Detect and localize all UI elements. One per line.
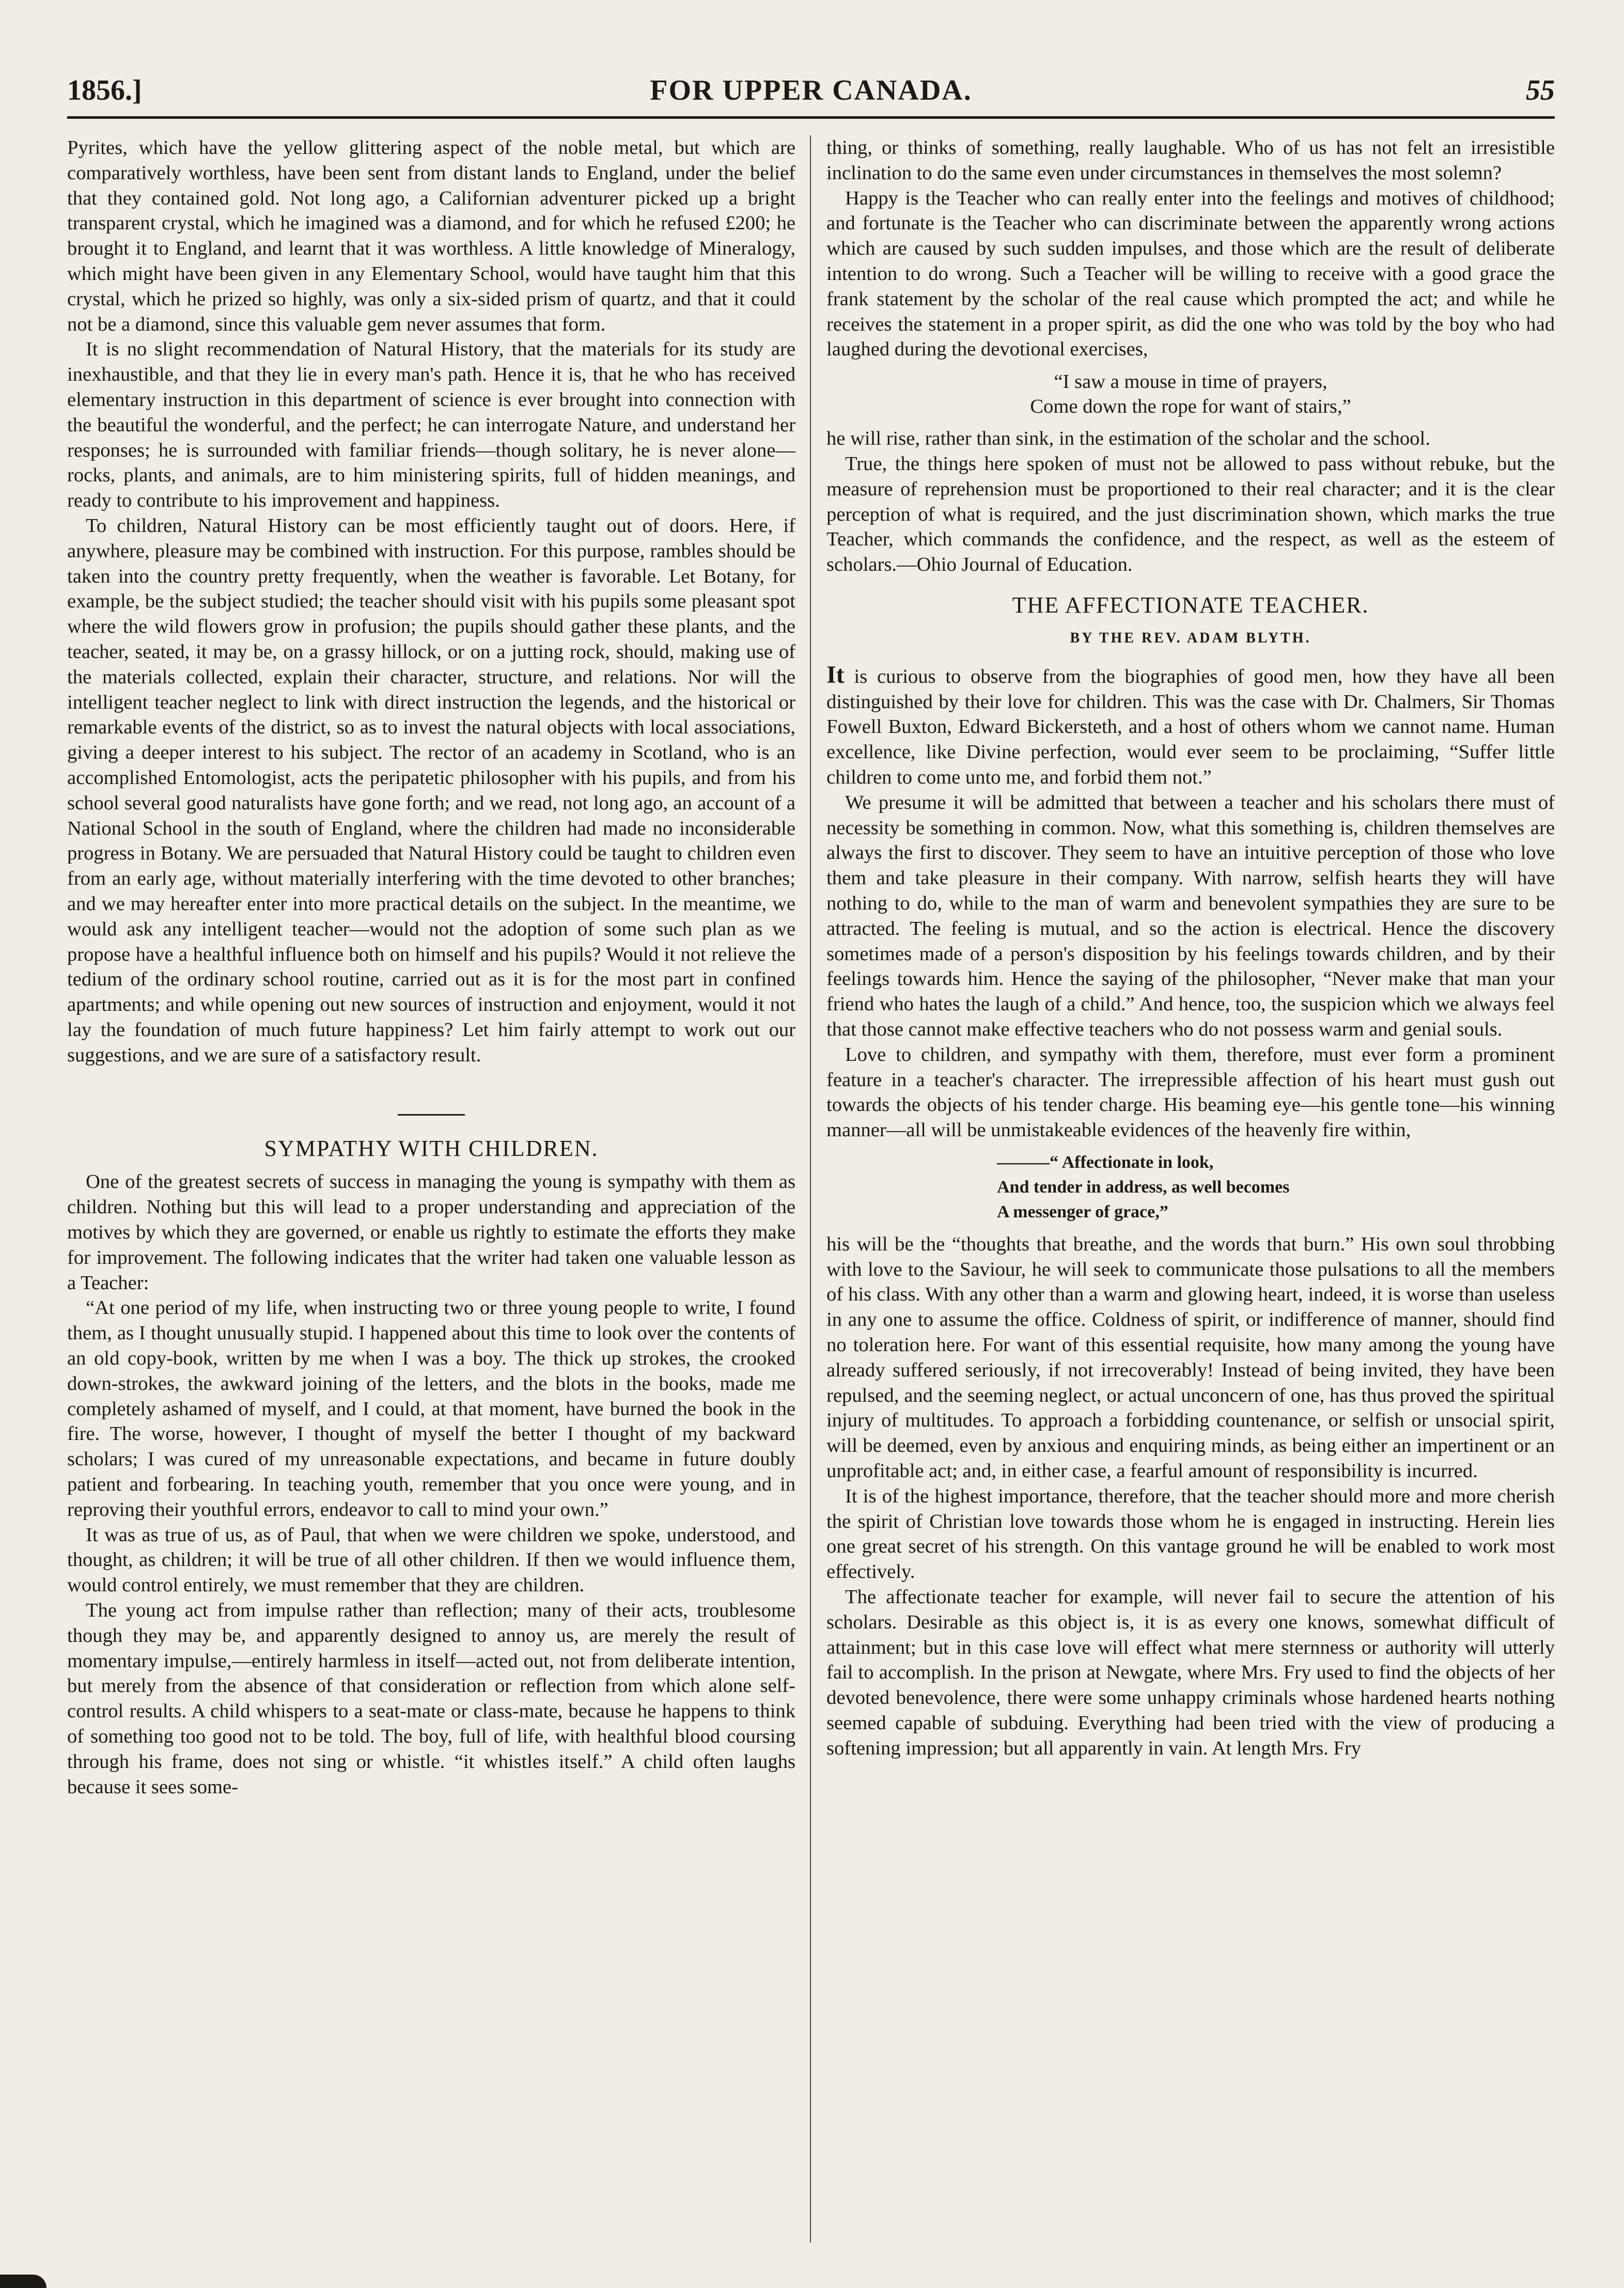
paragraph: One of the greatest secrets of success in managing the young is sympathy with them as children. Nothing but this will lead to a proper understanding and appreciation of the motives by which they are governed, or enable us rightly to estimate the efforts they make for improvement. The following indicates that the writer had taken one valuable lesson as a Teacher: xyxy=(67,1171,795,1294)
scan-edge-mark xyxy=(0,2275,46,2288)
column-divider xyxy=(810,135,811,2243)
byline: BY THE REV. ADAM BLYTH. xyxy=(1070,630,1311,646)
page-number: 55 xyxy=(1526,74,1555,106)
paragraph: It was as true of us, as of Paul, that when we were children we spoke, understood, and thought, as children; it will be true of all other children. If then we would influence them, would control entirely, we must remember that they are children. xyxy=(67,1524,795,1596)
left-column xyxy=(67,135,795,1799)
paragraph: True, the things here spoken of must not be allowed to pass without rebuke, but the measure of reprehension must be proportioned to their real character; and it is the clear perception of what is required, and the just discrimination shown, which marks the true Teacher, which commands the confidence, and the respect, as well as the esteem of scholars.—Ohio Journal of Education. xyxy=(826,452,1555,576)
paragraph: he will rise, rather than sink, in the estimation of the scholar and the school. xyxy=(826,428,1430,450)
verse-line: A messenger of grace,” xyxy=(997,1202,1168,1221)
verse-quote xyxy=(826,369,1555,419)
paragraph xyxy=(826,663,1555,790)
dropcap: It xyxy=(826,661,845,688)
verse-line: ———“ Affectionate in look, xyxy=(997,1152,1214,1172)
paragraph: Pyrites, which have the yellow glittering aspect of the noble metal, but which are comparatively worthless, have been sent from distant lands to England, under the belief that they contained gold. Not long ago, a Californian adventurer picked up a bright transparent crystal, which he imagined was a diamond, and for which he refused £200; he brought it to England, and learnt that it was worthless. A little knowledge of Mineralogy, which might have been given in any Elementary School, would have taught him that this crystal, which he prized so highly, was only a six-sided prism of quartz, and that it could not be a diamond, since this valuable gem never assumes that form. xyxy=(67,137,795,335)
paragraph: thing, or thinks of something, really laughable. Who of us has not felt an irresistible inclination to do the same even under circumstances in themselves the most solemn? xyxy=(826,137,1555,184)
section-divider xyxy=(398,1114,465,1116)
paragraph: The young act from impulse rather than reflection; many of their acts, troublesome though they may be, and apparently designed to annoy us, are merely the result of momentary impulse,—entirely harmless in itself—acted out, not from deliberate intention, but merely from the absence of that consideration or reflection from which alone self-control results. A child whispers to a seat-mate or class-mate, because he happens to think of something too good not to be told. The boy, full of life, with healthful blood coursing through his frame, does not sing or whistle. “it whistles itself.” A child often laughs because it sees some- xyxy=(67,1600,795,1798)
right-column xyxy=(826,135,1555,1761)
paragraph: To children, Natural History can be most efficiently taught out of doors. Here, if anywhere, pleasure may be combined with instruction. For this purpose, rambles should be taken into the country pretty frequently, when the weather is favorable. Let Botany, for example, be the subject studied; the teacher should visit with his pupils some pleasant spot where the wild flowers grow in profusion; the pupils should gather these plants, and the teacher, seated, it may be, on a grassy hillock, or on a jutting rock, should, making use of the materials collected, explain their character, structure, and relations. Nor will the intelligent teacher neglect to link with direct instruction the legends, and the historical or remarkable events of the district, so as to invest the natural objects with local associations, giving a deeper interest to his subject. The rector of an academy in Scotland, who is an accomplished Entomologist, acts the peripatetic philosopher with his pupils, and from his school several good naturalists have gone forth; and we read, not long ago, an account of a National School in the south of England, where the children had made no inconsiderable progress in Botany. We are persuaded that Natural History could be taught to children even from an early age, without materially interfering with the time devoted to other branches; and we may hereafter enter into more practical details on the subject. In the meantime, we would ask any intelligent teacher—would not the adoption of some such plan as we propose have a healthful influence both on himself and his pupils? Would it not relieve the tedium of the ordinary school routine, carried out as it is for the most part in confined apartments; and while opening out new sources of instruction and enjoyment, would it not lay the foundation of much future happiness? Let him fairly attempt to work out our suggestions, and we are sure of a satisfactory result. xyxy=(67,514,795,1066)
section-heading: SYMPATHY WITH CHILDREN. xyxy=(264,1136,599,1162)
paragraph: Happy is the Teacher who can really enter into the feelings and motives of childhood; and fortunate is the Teacher who can discriminate between the apparently wrong actions which are caused by such sudden impulses, and those which are the result of deliberate intention to do wrong. Such a Teacher will be willing to receive with a good grace the frank statement by the scholar of the real cause which prompted the act; and while he receives the statement in a proper spirit, as did the one who was told by the boy who had laughed during the devotional exercises, xyxy=(826,187,1555,361)
verse-line: “I saw a mouse in time of prayers, xyxy=(1054,371,1328,393)
running-header xyxy=(67,70,1555,119)
paragraph: We presume it will be admitted that between a teacher and his scholars there must of necessity be something in common. Now, what this something is, children themselves are always the first to discover. They seem to have an intuitive perception of those who love them and take pleasure in their company. With narrow, selfish hearts they will have nothing to do, while to the man of warm and benevolent sympathies they are sure to be attracted. The feeling is mutual, and so the action is electrical. Hence the discovery sometimes made of a person's disposition by his feelings towards children, and by their feelings towards him. Hence the saying of the philosopher, “Never make that man your friend who hates the laugh of a child.” And hence, too, the suspicion which we always feel that those cannot make effective teachers who do not possess warm and genial souls. xyxy=(826,791,1555,1040)
paragraph: Love to children, and sympathy with them, therefore, must ever form a prominent feature in a teacher's character. The irrepressible affection of his heart must gush out towards the objects of his tender charge. His beaming eye—his gentle tone—his winning manner—all will be unmistakeable evidences of the heavenly fire within, xyxy=(826,1043,1555,1141)
verse-quote xyxy=(826,1150,1555,1225)
verse-line: And tender in address, as well becomes xyxy=(997,1177,1290,1197)
paragraph: The affectionate teacher for example, will never fail to secure the attention of his scholars. Desirable as this object is, it is as every one knows, somewhat difficult of attainment; but in this case love will effect what mere sternness or authority will utterly fail to accomplish. In the prison at Newgate, where Mrs. Fry used to find the objects of her devoted benevolence, there were some unhappy criminals whose hardened hearts nothing seemed capable of subduing. Everything had been tried with the view of producing a softening impression; but all apparently in vain. At length Mrs. Fry xyxy=(826,1586,1555,1759)
article-heading: THE AFFECTIONATE TEACHER. xyxy=(1012,592,1369,618)
paragraph: It is of the highest importance, therefore, that the teacher should more and more cherish the spirit of Christian love towards those whom he is engaged in instructing. Herein lies one great secret of his strength. On this vantage ground he will be enabled to work most effectively. xyxy=(826,1485,1555,1583)
paragraph: It is no slight recommendation of Natural History, that the materials for its study are inexhaustible, and that they lie in every man's path. Hence it is, that he who has received elementary instruction in this department of science is ever brought into connection with the beautiful the wonderful, and the perfect; he can interrogate Nature, and understand her responses; he is surrounded with familiar friends—though solitary, he is never alone—rocks, plants, and animals, are to him ministering spirits, full of hidden meanings, and ready to contribute to his improvement and happiness. xyxy=(67,338,795,512)
verse-line: Come down the rope for want of stairs,” xyxy=(1030,396,1351,418)
quotation-paragraph: “At one period of my life, when instructing two or three young people to write, I found them, as I thought unusually stupid. I happened about this time to look over the contents of an old copy-book, written by me when I was a boy. The thick up strokes, the crooked down-strokes, the awkward joining of the letters, and the blots in the books, made me completely ashamed of myself, and I could, at that moment, have burned the book in the fire. The worse, however, I thought of myself the better I thought of my backward scholars; I was cured of my unreasonable expectations, and became in future doubly patient and forbearing. In teaching youth, remember that you once were young, and in reproving their youthful errors, endeavor to call to mind your own.” xyxy=(67,1297,795,1521)
paragraph-text: is curious to observe from the biographies of good men, how they have all been distinguished by their love for children. This was the case with Dr. Chalmers, Sir Thomas Fowell Buxton, Edward Bickersteth, and a host of others whom we cannot name. Human excellence, like Divine perfection, would ever seem to be proclaiming, “Suffer little children to come unto me, and forbid them not.” xyxy=(826,665,1555,788)
header-year: 1856.] xyxy=(67,74,142,106)
header-title: FOR UPPER CANADA. xyxy=(650,74,972,106)
paragraph: his will be the “thoughts that breathe, and the words that burn.” His own soul throbbing with love to the Saviour, he will seek to communicate those pulsations to all the members of his class. With any other than a warm and glowing heart, indeed, it is worse than useless in any one to assume the office. Coldness of spirit, or indifference of manner, should find no toleration here. For want of this essential requisite, how many among the young have already suffered seriously, if not irrecoverably! Instead of being invited, they have been repulsed, and the seeming neglect, or actual unconcern of one, has thus proved the spiritual injury of multitudes. To approach a forbidding countenance, or selfish or unsocial spirit, will be deemed, even by anxious and enquiring minds, as being either an impertinent or an unprofitable act; and, in either case, a fearful amount of responsibility is incurred. xyxy=(826,1233,1555,1482)
